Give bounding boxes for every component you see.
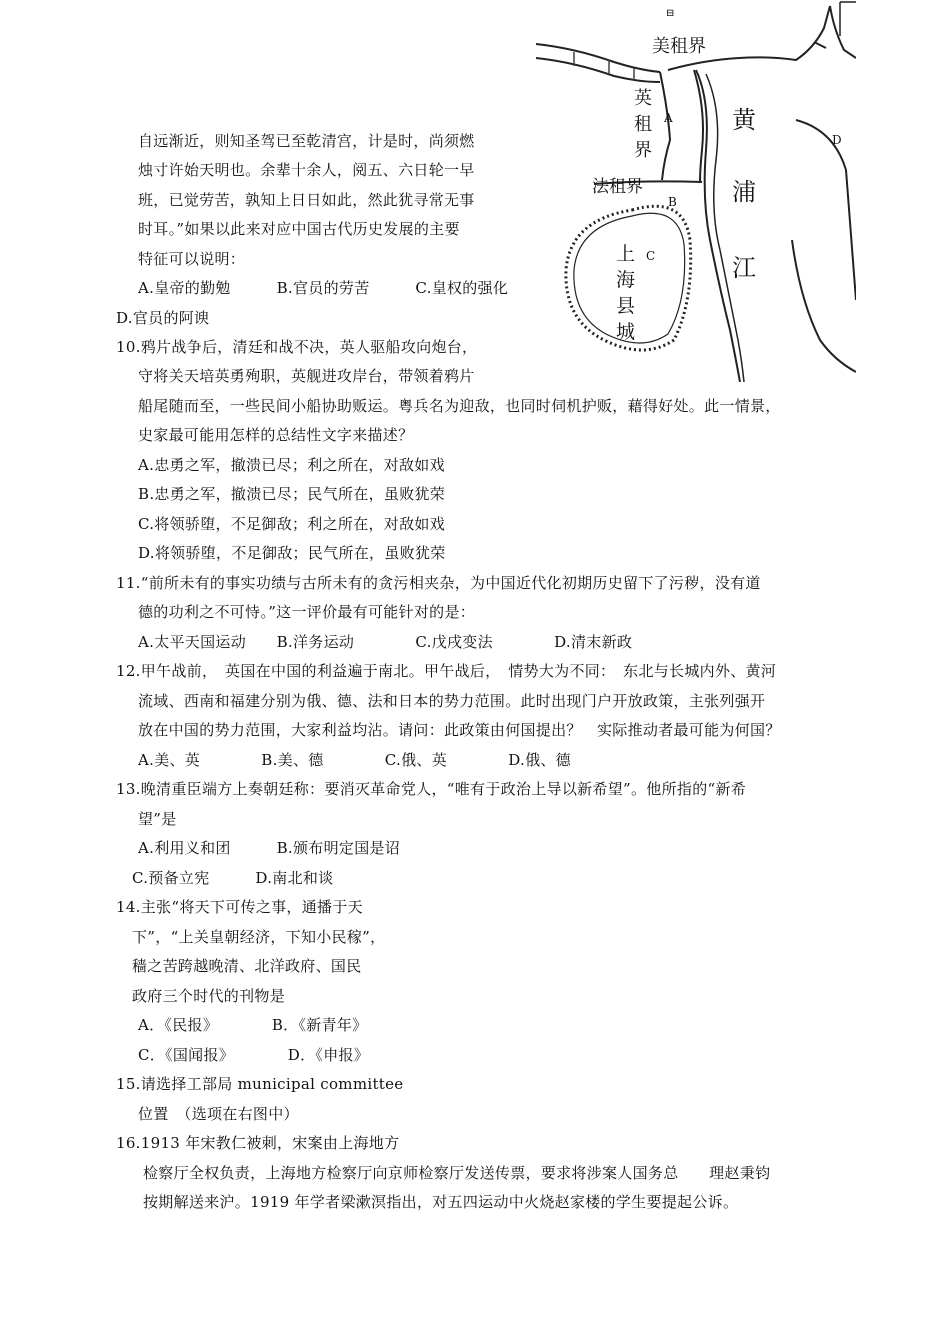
text-line: 史家最可能用怎样的总结性文字来描述？: [138, 426, 414, 444]
text-line: 船尾随而至，一些民间小船协助贩运。粤兵名为迎敌，也同时伺机护贩，藉得好处。此一情景，: [138, 397, 781, 415]
svg-text:租: 租: [634, 114, 652, 135]
question-11: 11.“前所未有的事实功绩与古所未有的贪污相夹杂，为中国近代化初期历史留下了污秽，没有道: [116, 574, 761, 592]
label-uk-concession-char1: 英: [634, 88, 652, 109]
option-a: A: [664, 111, 673, 125]
option-c: C: [646, 249, 656, 263]
text-line: 时耳。”如果以此来对应中国古代历史发展的主要: [138, 220, 460, 238]
svg-text:江: 江: [732, 254, 756, 282]
text-line: 流域、西南和福建分别为俄、德、法和日本的势力范围。此时出现门户开放政策，主张列强开: [138, 692, 766, 710]
text-line: 烛寸许始天明也。余辈十余人，阅五、六日轮一早: [138, 161, 475, 179]
svg-text:城: 城: [616, 321, 636, 343]
option-row: A.美、英 B.美、德 C.俄、英 D.俄、德: [138, 751, 571, 769]
option-row: D.将领骄堕，不足御敌；民气所在，虽败犹荣: [138, 544, 446, 562]
option-row: A.太平天国运动 B.洋务运动 C.戊戌变法 D.清末新政: [138, 633, 633, 651]
svg-text:黄: 黄: [732, 106, 756, 134]
option-row: C．《国闻报》 D．《申报》: [138, 1046, 370, 1064]
question-10: 10.鸦片战争后，清廷和战不决，英人驱船攻向炮台，: [116, 338, 478, 356]
svg-text:县: 县: [616, 295, 636, 317]
svg-text:浦: 浦: [732, 178, 756, 206]
option-row: A.忠勇之军，撤溃已尽；利之所在，对敌如戏: [138, 456, 445, 474]
concession-map: [534, 0, 856, 382]
text-line: 德的功利之不可恃。”这一评价最有可能针对的是：: [138, 603, 476, 621]
label-fr-concession: 法租界: [592, 177, 643, 197]
option-row: D.官员的阿谀: [116, 309, 210, 327]
label-us-concession: 美租界: [652, 36, 706, 57]
svg-text:界: 界: [634, 140, 652, 161]
option-row: C.将领骄堕，不足御敌；利之所在，对敌如戏: [138, 515, 446, 533]
svg-text:⊟: ⊟: [666, 8, 675, 19]
option-d: D: [832, 133, 842, 147]
text-line: 检察厅全权负责，上海地方检察厅向京师检察厅发送传票，要求将涉案人国务总 理赵秉钧: [143, 1164, 771, 1182]
question-13: 13.晚清重臣端方上奏朝廷称：要消灭革命党人，“唯有于政治上导以新希望”。他所指的“新希: [116, 780, 747, 798]
map-svg: [534, 0, 856, 382]
text-line: 放在中国的势力范围，大家利益均沾。请问：此政策由何国提出？ 实际推动者最可能为何国？: [138, 721, 781, 739]
option-row: A.利用义和团 B.颁布明定国是诏: [138, 839, 401, 857]
question-14: 14.主张“将天下可传之事，通播于天: [116, 898, 363, 916]
option-row: B.忠勇之军，撤溃已尽；民气所在，虽败犹荣: [138, 485, 446, 503]
text-line: 穑之苦跨越晚清、北洋政府、国民: [132, 957, 362, 975]
text-line: 政府三个时代的刊物是: [132, 987, 286, 1005]
text-line: 按期解送来沪。1919 年学者梁漱溟指出，对五四运动中火烧赵家楼的学生要提起公诉。: [143, 1193, 739, 1211]
text-line: 下”，“上关皇朝经济，下知小民稼”，: [132, 928, 386, 946]
svg-text:海: 海: [616, 269, 636, 291]
question-15: 15.请选择工部局 municipal committee: [116, 1075, 404, 1093]
text-line: 特征可以说明：: [138, 250, 246, 268]
option-row: C.预备立宪 D.南北和谈: [132, 869, 334, 887]
question-12: 12.甲午战前， 英国在中国的利益遍于南北。甲午战后， 情势大为不同： 东北与长城内外、黄河: [116, 662, 777, 680]
svg-text:上: 上: [616, 243, 636, 265]
text-line: 守将关天培英勇殉职，英舰进攻岸台，带领着鸦片: [138, 367, 475, 385]
text-line: 自远渐近，则知圣驾已至乾清宫，计是时，尚须燃: [138, 132, 475, 150]
question-16: 16.1913 年宋教仁被刺，宋案由上海地方: [116, 1134, 400, 1152]
option-b: B: [668, 195, 677, 209]
option-row: A.皇帝的勤勉 B.官员的劳苦 C.皇权的强化: [138, 279, 509, 297]
text-line: 班，已觉劳苦，孰知上日日如此，然此犹寻常无事: [138, 191, 475, 209]
text-line: 位置 （选项在右图中）: [138, 1105, 299, 1123]
option-row: A．《民报》 B．《新青年》: [138, 1016, 368, 1034]
text-line: 望”是: [138, 810, 177, 828]
